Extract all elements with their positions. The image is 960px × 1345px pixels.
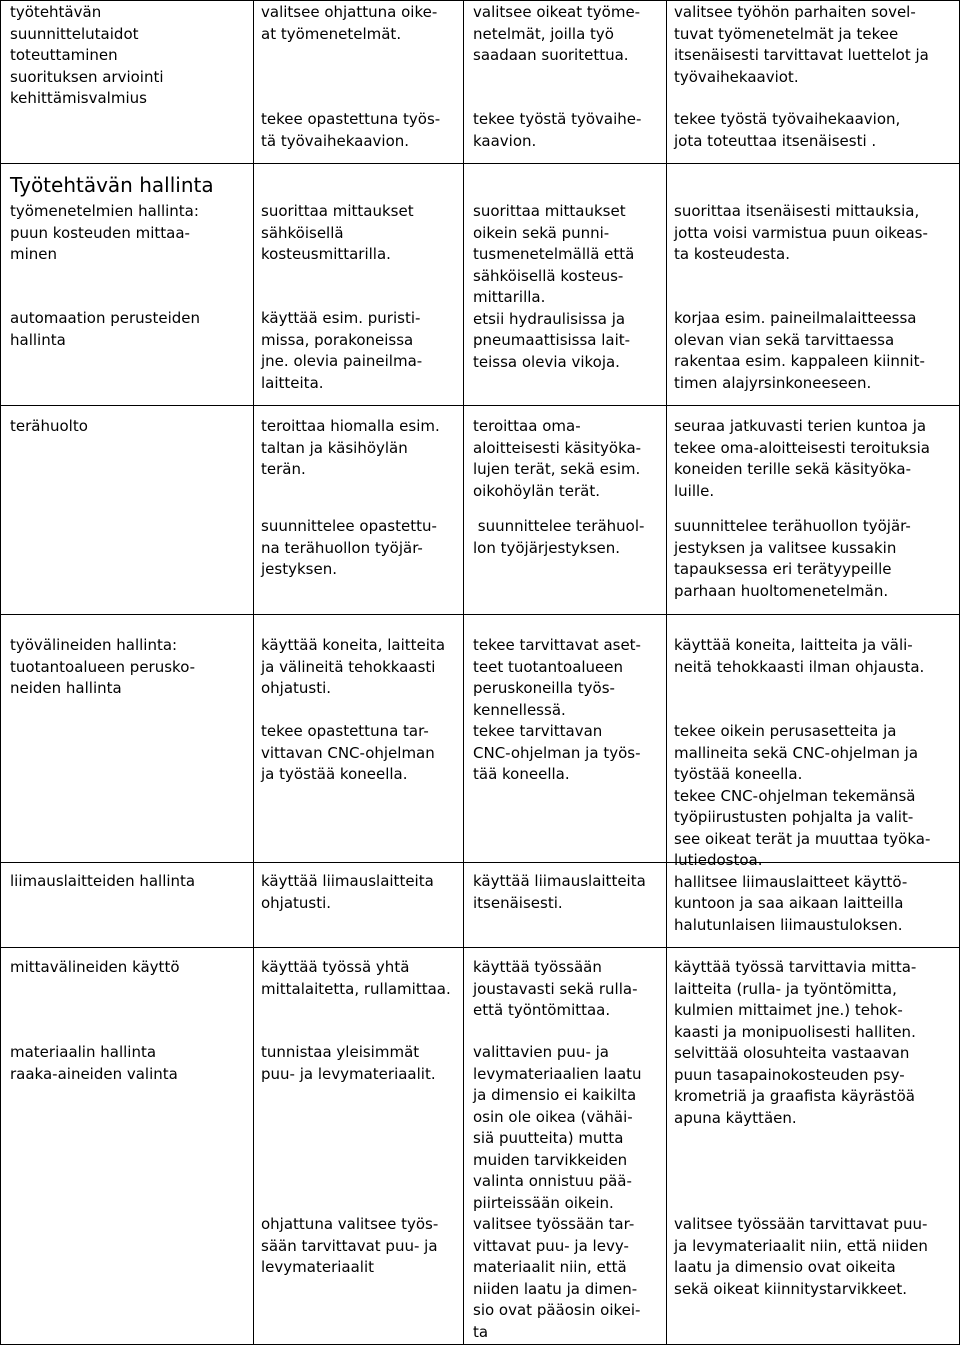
- level-k3-cell: käyttää koneita, laitteita ja väli- neitä tehokkaasti ilman ohjausta.: [674, 636, 925, 676]
- level-k3-cell: suunnittelee terähuollon työjär- jestyksen ja valitsee kussakin tapauksessa eri terätyypeille parhaan huoltomenetelmän.: [674, 517, 911, 600]
- level-t1-cell: tekee opastettuna tar- vittavan CNC-ohjelman ja työstää koneella.: [261, 722, 435, 783]
- table-top-border: [0, 0, 960, 1]
- level-t1-cell: käyttää työssä yhtä mittalaitetta, rullamittaa.: [261, 958, 451, 998]
- level-h2-cell: suorittaa mittaukset oikein sekä punni- tusmenetelmällä että sähköisellä kosteus- mittarilla. etsii hydraulisissa ja pneumaattisissa lait- teissa olevia vikoja.: [473, 202, 635, 371]
- level-t1-cell: suunnittelee opastettu- na terähuollon työjär- jestyksen.: [261, 517, 437, 578]
- criterion-cell: automaation perusteiden hallinta: [10, 309, 201, 349]
- level-h2-cell: suunnittelee terähuol- lon työjärjestyksen.: [473, 517, 645, 557]
- level-t1-cell: käyttää liimauslaitteita ohjatusti.: [261, 872, 434, 912]
- level-t1-cell: käyttää koneita, laitteita ja välineitä tehokkaasti ohjatusti.: [261, 636, 446, 697]
- level-t1-cell: tunnistaa yleisimmät puu- ja levymateriaalit.: [261, 1043, 436, 1083]
- column-divider-1: [253, 0, 254, 1345]
- level-h2-cell: tekee työstä työvaihe- kaavion.: [473, 110, 642, 150]
- criterion-cell: liimauslaitteiden hallinta: [10, 872, 196, 890]
- criterion-cell: työtehtävän suunnittelutaidot toteuttaminen suorituksen arviointi kehittämisvalmius: [10, 3, 164, 107]
- level-k3-cell: valitsee työhön parhaiten sovel- tuvat työmenetelmät ja tekee itsenäisesti tarvittavat luettelot ja työvaihekaaviot.: [674, 3, 929, 86]
- section-title: Työtehtävän hallinta: [10, 173, 214, 197]
- criterion-cell: materiaalin hallinta raaka-aineiden valinta: [10, 1043, 178, 1083]
- row-divider-3: [0, 614, 960, 615]
- level-h2-cell: tekee tarvittavat aset- teet tuotantoalueen peruskoneilla työs- kennellessä. tekee tarvittavan CNC-ohjelman ja työs- tää koneella.: [473, 636, 641, 783]
- criterion-cell: mittavälineiden käyttö: [10, 958, 180, 976]
- column-divider-2: [463, 0, 464, 1345]
- row-divider-2: [0, 405, 960, 406]
- level-h2-cell: valittavien puu- ja levymateriaalien laatu ja dimensio ei kaikilta osin ole oikea (vähäi- siä puutteita) mutta muiden tarvikkeiden valinta onnistuu pää- piirteissään oikein. valitsee työssään tar- vittavat puu- ja levy- materiaalit niin, että niiden laatu ja dimen- sio ovat pääosin oikei- ta: [473, 1043, 642, 1341]
- level-t1-cell: valitsee ohjattuna oike- at työmenetelmät.: [261, 3, 438, 43]
- column-divider-3: [666, 0, 667, 1345]
- level-t1-cell: suorittaa mittaukset sähköisellä kosteusmittarilla.: [261, 202, 414, 263]
- row-divider-5: [0, 947, 960, 948]
- level-k3-cell: valitsee työssään tarvittavat puu- ja levymateriaalit niin, että niiden laatu ja dimensio ovat oikeita sekä oikeat kiinnitystarvikkeet.: [674, 1215, 928, 1298]
- level-k3-cell: suorittaa itsenäisesti mittauksia, jotta voisi varmistua puun oikeas- ta kosteudesta.: [674, 202, 928, 263]
- level-t1-cell: tekee opastettuna työs- tä työvaihekaavion.: [261, 110, 441, 150]
- row-divider-1: [0, 163, 960, 164]
- level-h2-cell: käyttää liimauslaitteita itsenäisesti.: [473, 872, 646, 912]
- level-h2-cell: teroittaa oma- aloitteisesti käsityöka- lujen terät, sekä esim. oikohöylän terät.: [473, 417, 642, 500]
- level-k3-cell: käyttää työssä tarvittavia mitta- laitteita (rulla- ja työntömitta, kulmien mittaimet jne.) tehok- kaasti ja monipuolisesti halliten. selvittää olosuhteita vastaavan puun tasapainokosteuden psy- krometriä ja graafista käyrästöä apuna käyttäen.: [674, 958, 917, 1127]
- table-left-border: [0, 0, 1, 1345]
- level-k3-cell: tekee työstä työvaihekaavion, jota toteuttaa itsenäisesti .: [674, 110, 901, 150]
- level-t1-cell: ohjattuna valitsee työs- sään tarvittavat puu- ja levymateriaalit: [261, 1215, 439, 1276]
- level-k3-cell: tekee oikein perusasetteita ja mallineita sekä CNC-ohjelman ja työstää koneella. tekee CNC-ohjelman tekemänsä työpiirustusten pohjalta ja valit- see oikeat terät ja muuttaa työka- lutiedostoa. hallitsee liimauslaitteet käyttö- kuntoon ja saa aikaan laitteilla halutunlaisen liimaustuloksen.: [674, 722, 931, 934]
- level-h2-cell: käyttää työssään joustavasti sekä rulla- että työntömittaa.: [473, 958, 638, 1019]
- criterion-cell: työvälineiden hallinta: tuotantoalueen perusko- neiden hallinta: [10, 636, 196, 697]
- level-h2-cell: valitsee oikeat työme- netelmät, joilla työ saadaan suoritettua.: [473, 3, 641, 64]
- level-k3-cell: korjaa esim. paineilmalaitteessa olevan vian sekä tarvittaessa rakentaa esim. kappaleen kiinnit- timen alajyrsinkoneeseen.: [674, 309, 925, 392]
- level-t1-cell: käyttää esim. puristi- missa, porakoneissa jne. olevia paineilma- laitteita.: [261, 309, 423, 392]
- criterion-cell: työmenetelmien hallinta: puun kosteuden mittaa- minen: [10, 202, 199, 263]
- level-k3-cell: seuraa jatkuvasti terien kuntoa ja tekee oma-aloitteisesti teroituksia koneiden terille sekä käsityöka- luille.: [674, 417, 930, 500]
- level-t1-cell: teroittaa hiomalla esim. taltan ja käsihöylän terän.: [261, 417, 440, 478]
- criterion-cell: terähuolto: [10, 417, 88, 435]
